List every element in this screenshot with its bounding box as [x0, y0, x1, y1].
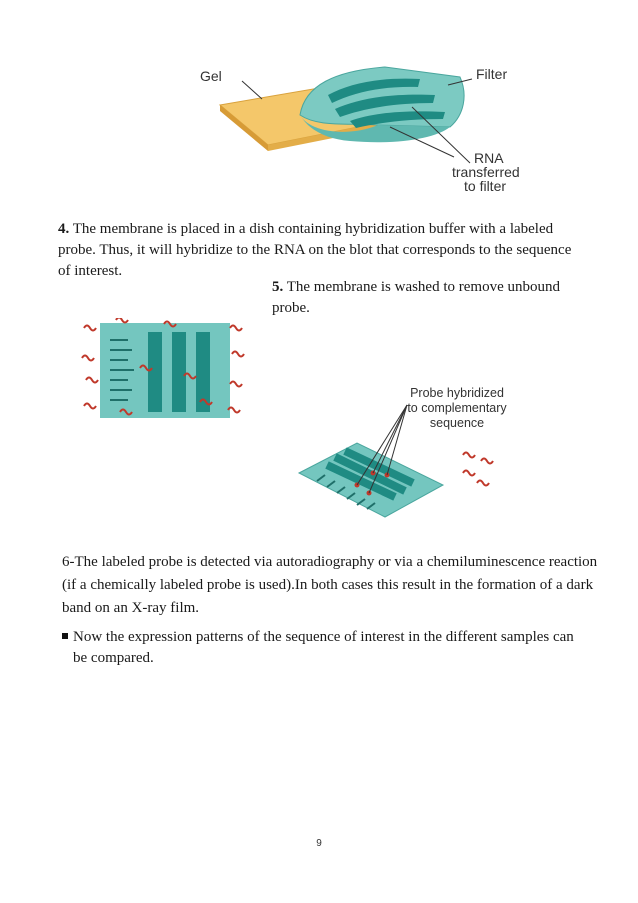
- step6-paragraph: 6-The labeled probe is detected via autoradiography or via a chemiluminescence reaction (if a chemically labeled probe is used).In both cases this result in the formation of a dark band on an X-ray film.: [62, 554, 598, 616]
- bullet-square-icon: [62, 633, 68, 639]
- probe-label-line1: Probe hybridized: [410, 386, 504, 400]
- step5-paragraph: [272, 277, 562, 319]
- rna-label-line3: to filter: [464, 178, 507, 194]
- gel-leader-line: [242, 81, 262, 99]
- step4-number: 4.: [58, 221, 70, 237]
- rna-band: [172, 332, 186, 412]
- rna-label-line2: transferred: [452, 164, 520, 180]
- bullet-text: Now the expression patterns of the sequence of interest in the different samples can be compared.: [73, 629, 574, 666]
- step4-text: The membrane is placed in a dish containing hybridization buffer with a labeled probe. Thus, it will hybridize to the RNA on the blot that corresponds to the sequence of interest.: [58, 221, 572, 279]
- step5-text: The membrane is washed to remove unbound probe.: [272, 279, 560, 316]
- bullet-item: [62, 627, 582, 669]
- washed-membrane-figure: [295, 385, 520, 530]
- probe-label-line3: sequence: [429, 416, 485, 430]
- page-number: 9: [316, 838, 322, 849]
- gel-label: Gel: [200, 68, 222, 84]
- gel-transfer-figure: [150, 55, 570, 200]
- rna-label-line1: RNA: [474, 150, 504, 166]
- probe-label-line2: to complementary: [407, 401, 507, 415]
- step5-number: 5.: [272, 279, 284, 295]
- step4-paragraph: [58, 219, 578, 282]
- rna-band: [148, 332, 162, 412]
- filter-label: Filter: [476, 66, 508, 82]
- unbound-probes: [463, 453, 493, 486]
- hybridization-membrane-figure: [80, 318, 250, 423]
- membrane-ticks: [110, 340, 134, 400]
